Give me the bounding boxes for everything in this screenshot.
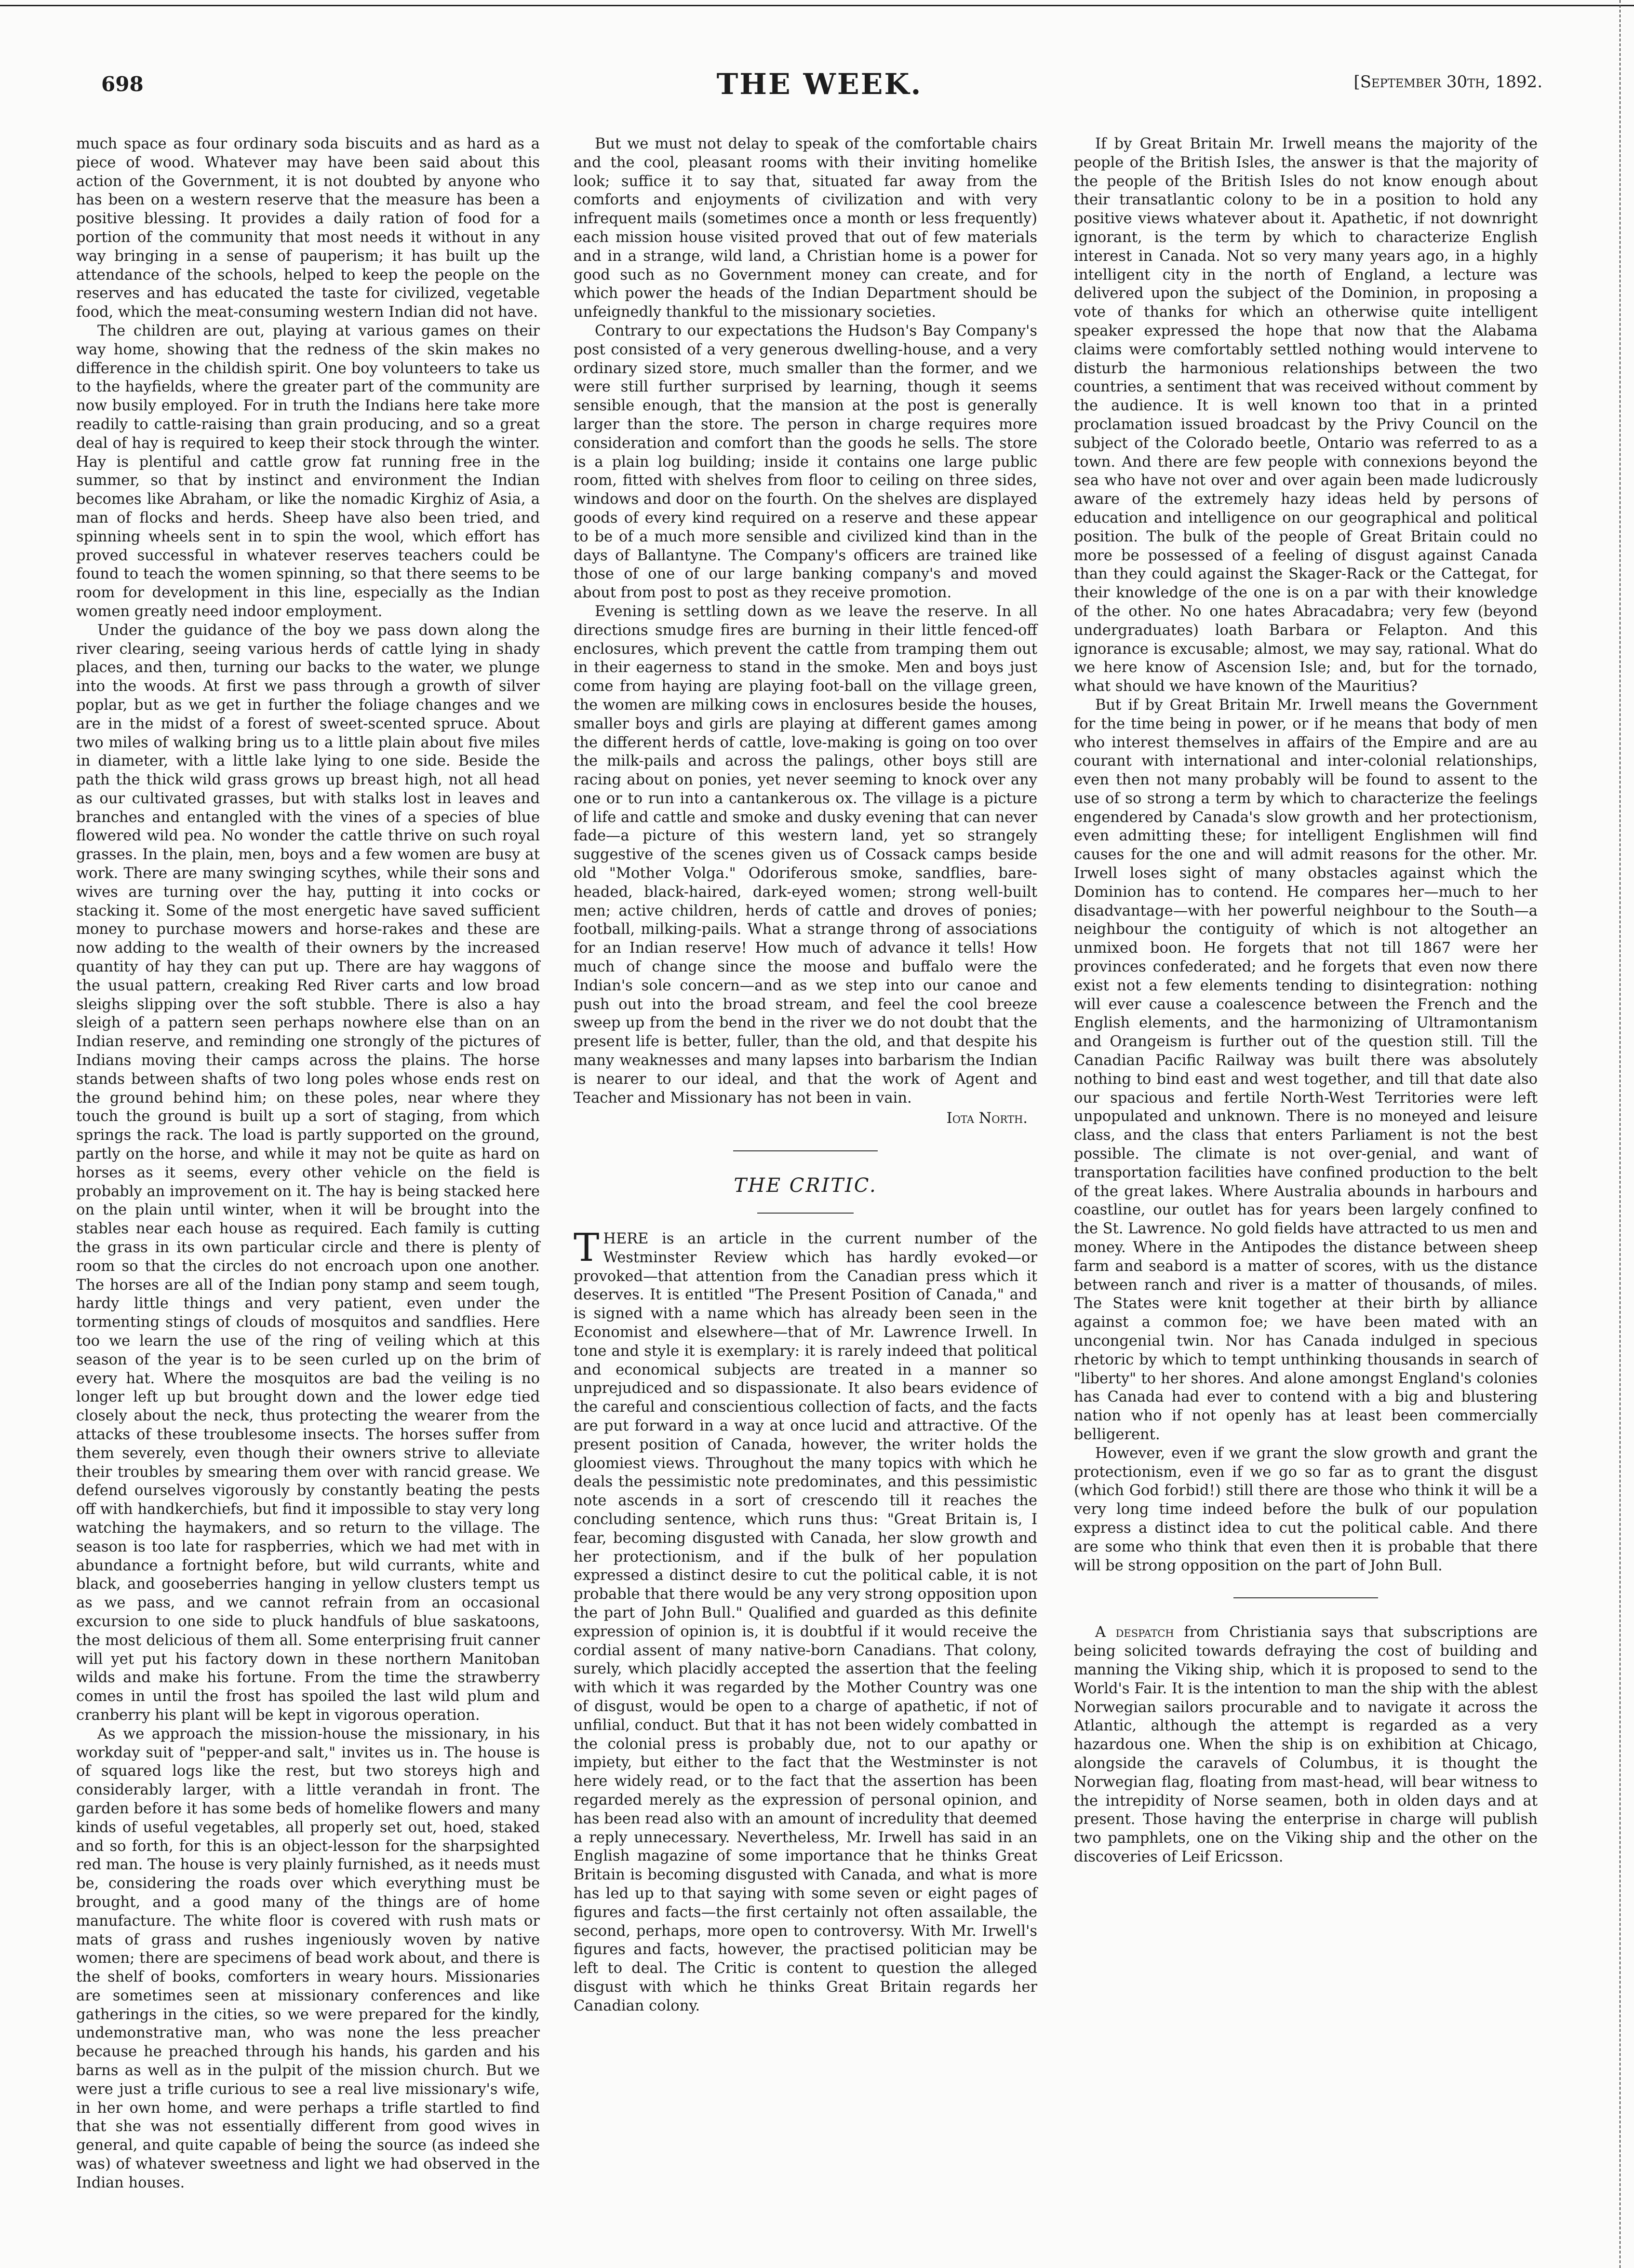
critic-paragraph: But if by Great Britain Mr. Irwell means the Government for the time being in power, or if he means that body of men who interest themselves in affairs of the Empire and are au courant with international and inter-colonial relationships, even then not many probably will be found to assent to the use of so strong a term by which to characterize the feelings engendered by Canada's slow growth and her protectionism, even admitting these; for intelligent Englishmen will find causes for the one and will admit reasons for the other. Mr. Irwell loses sight of many obstacles against which the Dominion has to contend. He compares her—much to her disadvantage—with her powerful neighbour to the South—a neighbour the contiguity of which is not altogether an unmixed boon. He forgets that not till 1867 were her provinces confederated; and he forgets that even now there exist not a few elements tending to disintegration: nothing will ever cause a coalescence between the French and the English elements, and the harmonizing of Ultramontanism and Orangeism is further out of the question still. Till the Canadian Pacific Railway was built there was absolutely nothing to bind east and west together, and till that date also our spacious and fertile North-West Territories were left unpopulated and unknown. There is no moneyed and leisure class, and the class that enters Parliament is not the best possible. The climate is not over-genial, and want of transportation facilities have confined production to the belt of the great lakes. Where Australia abounds in harbours and coastline, our outlet has for years been largely confined to the St. Lawrence. No gold fields have attracted to us men and money. Where in the Antipodes the distance between sheep farm and seabord is a matter of scores, with us the distance between ranch and river is a matter of thousands, of miles. The States were knit together at their birth by alliance against a common foe; we have been mated with an uncongenial twin. Nor has Canada indulged in specious rhetoric by which to tempt unthinking thousands in search of "liberty" to her shores. And alone amongst England's colonies has Canada had ever to contend with a big and blustering nation who if not openly has at least been commercially belligerent. [1074, 696, 1538, 1443]
issue-date: [September 30th, 1892. [1353, 72, 1542, 92]
indian-paragraph: The children are out, playing at various games on their way home, showing that the redness of the skin makes no difference in the childish spirit. One boy volunteers to take us to the hayfields, where the greater part of the community are now busily employed. For in truth the Indians here take more readily to cattle-raising than grain producing, and so a great deal of hay is required to keep their stock through the winter. Hay is plentiful and cattle grow fat running free in the summer, so that by instinct and environment the Indian becomes like Abraham, or like the nomadic Kirghiz of Asia, a man of flocks and herds. Sheep have also been tried, and spinning wheels sent in to spin the wool, which effort has proved successful in whatever reserves teachers could be found to teach the women spinning, so that there seems to be room for development in this line, especially as the Indian women greatly need indoor employment. [76, 322, 540, 620]
page-edge [1620, 0, 1634, 2268]
indian-paragraph: Under the guidance of the boy we pass down along the river clearing, seeing various herds of cattle lying in shady places, and then, turning our backs to the water, we plunge into the woods. At first we pass through a growth of silver poplar, but as we get in further the foliage changes and we are in the midst of a forest of sweet-scented spruce. About two miles of walking bring us to a little plain about five miles in diameter, with a little lake lying to one side. Beside the path the thick wild grass grows up breast high, not all head as our cultivated grasses, but with stalks lost in leaves and branches and entangled with the vines of a species of blue flowered wild pea. No wonder the cattle thrive on such royal grasses. In the plain, men, boys and a few women are busy at work. There are many swinging scythes, while their sons and wives are turning over the hay, putting it into cocks or stacking it. Some of the most energetic have saved sufficient money to purchase mowers and horse-rakes and these are now adding to the wealth of their owners by the increased quantity of hay they can put up. There are hay waggons of the usual pattern, creaking Red River carts and low broad sleighs slipping over the soft stubble. There is also a hay sleigh of a pattern seen perhaps nowhere else than on an Indian reserve, and reminding one strongly of the pictures of Indians moving their camps across the plains. The horse stands between shafts of two long poles whose ends rest on the ground behind him; on these poles, near where they touch the ground is built up a sort of staging, from which springs the rack. The load is partly supported on the ground, partly on the horse, and while it may not be quite as hard on horses as it seems, every other vehicle on the field is probably an improvement on it. The hay is being stacked here on the plain until winter, when it will be brought into the stables near each house as required. Each family is cutting the grass in its own particular circle and there is plenty of room so that the circles do not encroach upon one another. The horses are all of the Indian pony stamp and seem tough, hardy little things and very patient, even under the tormenting stings of clouds of mosquitos and sandflies. Here too we learn the use of the ring of veiling which at this season of the year is to be seen curled up on the brim of every hat. Where the mosquitos are bad the veiling is no longer left up but brought down and the lower edge tied closely about the neck, thus protecting the wearer from the attacks of these troublesome insects. The horses suffer from them severely, even though their owners strive to alleviate their troubles by smearing them over with rancid grease. We defend ourselves vigorously by constantly beating the pests off with handkerchiefs, but find it impossible to stay very long watching the haymakers, and so return to the village. The season is too late for raspberries, which we had met with in abundance a fortnight before, but wild currants, white and black, and gooseberries hanging in yellow clusters tempt us as we pass, and we cannot refrain from an occasional excursion to one side to pluck handfuls of blue saskatoons, the most delicious of them all. Some enterprising fruit canner will yet put his factory down in these northern Manitoban wilds and make his fortune. From the time the strawberry comes in until the frost has spoiled the last wild plum and cranberry his plant will be kept in vigorous operation. [76, 621, 540, 1724]
indian-paragraph: Evening is settling down as we leave the reserve. In all directions smudge fires are burning in their little fenced-off enclosures, which prevent the cattle from tramping them out in their eagerness to stand in the smoke. Men and boys just come from haying are playing foot-ball on the village green, the women are milking cows in enclosures beside the houses, smaller boys and girls are playing at different games among the different herds of cattle, love-making is going on too over the milk-pails and across the palings, other boys still are racing about on ponies, yet never seeming to knock over any one or to run into a cantankerous ox. The village is a picture of life and cattle and smoke and dusky evening that can never fade—a picture of this western land, yet so strangely suggestive of the scenes given us of Cossack camps beside old "Mother Volga." Odoriferous smoke, sandflies, bare-headed, black-haired, dark-eyed women; strong well-built men; active children, herds of cattle and droves of ponies; football, milking-pails. What a strange throng of associations for an Indian reserve! How much of advance it tells! How much of change since the moose and buffalo were the Indian's sole concern—and as we step into our canoe and push out into the broad stream, and feel the cool breeze sweep up from the bend in the river we do not doubt that the present life is better, fuller, than the old, and that despite his many weaknesses and many lapses into barbarism the Indian is nearer to our ideal, and that the work of Agent and Teacher and Missionary has not been in vain. [574, 603, 1037, 1107]
article-signature: Iota North. [946, 1110, 1028, 1127]
critic-opening-text: HERE is an article in the current number of the Westminster Review which has hardly evoked—or provoked—that attention from the Canadian press which it deserves. It is entitled "The Present Position of Canada," and is signed with a name which has already been seen in the Economist and elsewhere—that of Mr. Lawrence Irwell. In tone and style it is exemplary: it is rarely indeed that political and economical subjects are treated in a manner so unprejudiced and so dispassionate. It also bears evidence of the careful and conscientious collection of facts, and the facts are put forward in a way at once lucid and attractive. Of the present position of Canada, however, the writer holds the gloomiest views. Throughout the many topics with which he deals the pessimistic note predominates, and this pessimistic note ascends in a sort of crescendo till it reaches the concluding sentence, which runs thus: "Great Britain is, I fear, becoming disgusted with Canada, her slow growth and her protectionism, and if the bulk of her population expressed a distinct desire to cut the political cable, it is not probable that there would be any very strong opposition upon the part of John Bull." Qualified and guarded as this definite expression of opinion is, it is doubtful if it would receive the cordial assent of many native-born Canadians. That colony, surely, which placidly accepted the assertion that the feeling with which it was regarded by the Mother Country was one of disgust, would be open to a charge of apathetic, if not of unfilial, conduct. But that it has not been widely combatted in the colonial press is probably due, not to our apathy or impiety, but either to the fact that the Westminster is not here widely read, or to the fact that the assertion has been regarded merely as the expression of personal opinion, and has been read also with an amount of incredulity that deemed a reply unnecessary. Nevertheless, Mr. Irwell has said in an English magazine of some importance that he thinks Great Britain is becoming disgusted with Canada, and what is more has led up to that saying with some seven or eight pages of figures and facts—the first certainly not often assailable, the second, perhaps, more open to controversy. With Mr. Irwell's figures and facts, however, the practised politician may be left to deal. The Critic is content to question the alleged disgust with which he thinks Great Britain regards her Canadian colony. [574, 1230, 1037, 2014]
despatch-text: from Christiania says that subscriptions are being solicited towards defraying the cost of building and manning the Viking ship, which it is proposed to send to the World's Fair. It is the intention to man the ship with the ablest Norwegian sailors procurable and to navigate it across the Atlantic, although the attempt is regarded as a very hazardous one. When the ship is on exhibition at Chicago, alongside the caravels of Columbus, it is thought the Norwegian flag, floating from mast-head, will bear witness to the intrepidity of Norse seamen, both in olden days and at present. Those having the enterprise in charge will publish two pamphlets, one on the Viking ship and the other on the discoveries of Leif Ericsson. [1074, 1624, 1538, 1865]
top-rule [0, 0, 1634, 6]
indian-paragraph: But we must not delay to speak of the comfortable chairs and the cool, pleasant rooms with their inviting homelike look; suffice it to say that, situated far away from the comforts and enjoyments of civilization and with very infrequent mails (sometimes once a month or less frequently) each mission house visited proved that out of few materials and in a strange, wild land, a Christian home is a power for good such as no Government money can create, and for which power the heads of the Indian Department should be unfeignedly thankful to the missionary societies. [574, 135, 1037, 321]
indian-paragraph: much space as four ordinary soda biscuits and as hard as a piece of wood. Whatever may have been said about this action of the Government, it is not doubted by anyone who has been on a western reserve that the measure has been a positive blessing. It provides a daily ration of food for a portion of the community that most needs it without in any way bringing in a sense of pauperism; it has built up the attendance of the schools, helped to keep the people on the reserves and has educated the taste for civilized, vegetable food, which the meat-consuming western Indian did not have. [76, 135, 540, 321]
section-divider [1233, 1597, 1378, 1598]
drop-cap: T [574, 1225, 600, 1270]
despatch-lead-in: A despatch [1095, 1624, 1174, 1641]
column-3 [1074, 135, 1538, 1867]
section-divider-short [757, 1213, 854, 1214]
critic-paragraph: If by Great Britain Mr. Irwell means the majority of the people of the British Isles, the answer is that the majority of the people of the British Isles do not know enough about their transatlantic colony to be in a position to hold any positive views whatever about it. Apathetic, if not downright ignorant, is the term by which to characterize English interest in Canada. Not so very many years ago, in a highly intelligent city in the north of England, a lecture was delivered upon the subject of the Dominion, in proposing a vote of thanks for which an otherwise quite intelligent speaker expressed the hope that now that the Alabama claims were comfortably settled nothing would intervene to disturb the harmonious relationships between the two countries, a sentiment that was received without comment by the audience. It is well known too that in a printed proclamation issued broadcast by the Privy Council on the subject of the Colorado beetle, Ontario was referred to as a town. And there are few people with connexions beyond the sea who have not over and over again been made ludicrously aware of the extremely hazy ideas held by persons of education and intelligence on our geographical and political position. The bulk of the people of Great Britain could no more be possessed of a feeling of disgust against Canada than they could against the Skager-Rack or the Cattegat, for their knowledge of the one is on a par with their knowledge of the other. No one hates Abracadabra; very few (beyond undergraduates) loath Barbara or Felapton. And this ignorance is excusable; almost, we may say, rational. What do we here know of Ascension Isle; and, but for the tornado, what should we have known of the Mauritius? [1074, 135, 1538, 695]
column-2 [574, 135, 1037, 2016]
despatch-paragraph [1074, 1623, 1538, 1866]
page-number: 698 [101, 72, 144, 96]
indian-paragraph: Contrary to our expectations the Hudson's Bay Company's post consisted of a very generous dwelling-house, and a very ordinary sized store, much smaller than the former, and we were still further surprised by learning, though it seems sensible enough, that the mansion at the post is generally larger than the store. The person in charge requires more consideration and comfort than the goods he sells. The store is a plain log building; inside it contains one large public room, fitted with shelves from floor to ceiling on three sides, windows and door on the fourth. On the shelves are displayed goods of every kind required on a reserve and these appear to be of a much more sensible and civilized kind than in the days of Ballantyne. The Company's officers are trained like those of one of our large banking company's and moved about from post to post as they receive promotion. [574, 322, 1037, 602]
masthead: THE WEEK. [716, 68, 923, 101]
column-1 [76, 135, 540, 2193]
indian-paragraph: As we approach the mission-house the missionary, in his workday suit of "pepper-and salt," invites us in. The house is of squared logs like the rest, but two storeys high and considerably larger, with a little verandah in front. The garden before it has some beds of homelike flowers and many kinds of useful vegetables, all properly set out, hoed, staked and so forth, for this is an object-lesson for the sharpsighted red man. The house is very plainly furnished, as it needs must be, considering the roads over which everything must be brought, and a good many of the things are of home manufacture. The white floor is covered with rush mats or mats of grass and rushes ingeniously woven by native women; there are specimens of bead work about, and there is the shelf of books, comforters in weary hours. Missionaries are sometimes seen at missionary conferences and like gatherings in the cities, so we were prepared for the kindly, undemonstrative man, who was none the less preacher because he preached through his hands, his garden and his barns as well as in the pulpit of the mission church. But we were just a trifle curious to see a real live missionary's wife, in her own home, and were perhaps a trifle startled to find that she was not essentially different from good wives in general, and quite capable of being the source (as indeed she was) of whatever sweetness and light we had observed in the Indian houses. [76, 1725, 540, 2191]
critic-paragraph: However, even if we grant the slow growth and grant the protectionism, even if we go so far as to grant the disgust (which God forbid!) still there are those who think it will be a very long time indeed before the bulk of our population express a distinct idea to cut the political cable. And there are some who think that even then it is probable that there will be strong opposition on the part of John Bull. [1074, 1444, 1538, 1574]
section-divider [733, 1150, 878, 1151]
section-title-critic: THE CRITIC. [734, 1174, 877, 1197]
critic-opening-paragraph [574, 1225, 1037, 2015]
